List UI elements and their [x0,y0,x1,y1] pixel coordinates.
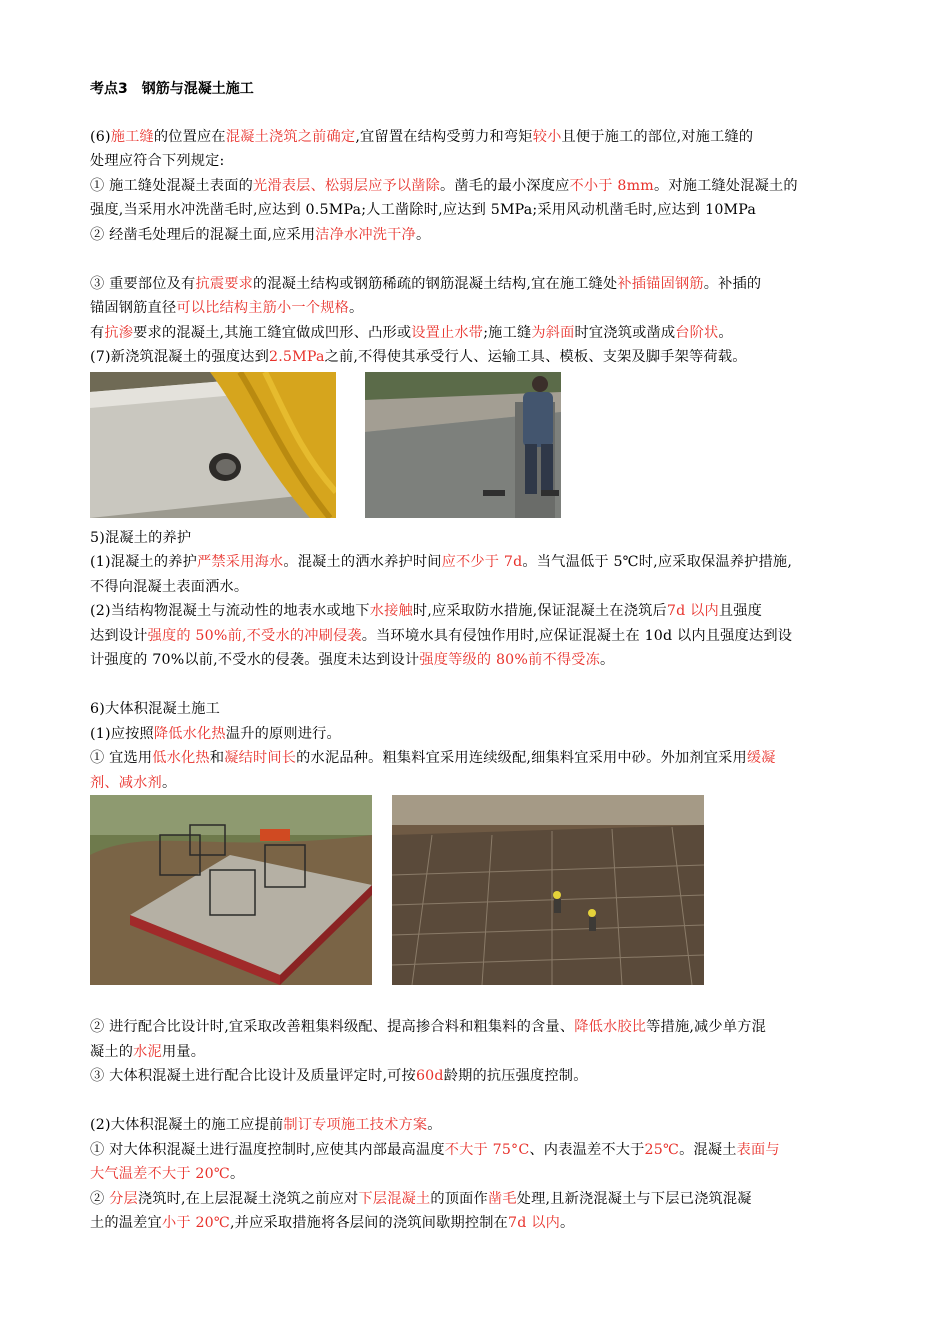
body-text: (2)当结构物混凝土与流动性的地表水或地下 [90,603,370,619]
body-text: 。混凝土的洒水养护时间 [283,554,442,570]
paragraph-line [90,174,890,199]
body-text: 温升的原则进行。 [225,725,341,742]
paragraph-line [90,149,890,174]
highlight-text: 为斜面 [531,324,575,341]
paragraph-line [90,1113,890,1138]
paragraph-line [90,722,890,747]
highlight-text: 抗震要求 [195,275,253,292]
body-text: 达到设计 [90,627,148,644]
body-text: ① 对大体积混凝土进行温度控制时,应使其内部最高温度 [90,1141,445,1158]
body-text: ③ 重要部位及有 [90,275,196,292]
body-text: 6)大体积混凝土施工 [90,701,221,717]
body-text: 凝土的 [90,1043,134,1060]
highlight-text: 施工缝 [110,128,154,145]
highlight-text: 设置止水带 [411,324,484,341]
highlight-text: 下层混凝土 [358,1190,431,1207]
highlight-text: 2.5MPa [268,349,325,365]
body-text: 处理应符合下列规定: [90,153,225,169]
body-text: (2)大体积混凝土的施工应提前 [90,1117,284,1133]
body-text: 浇筑时,在上层混凝土浇筑之前应对 [137,1190,359,1207]
body-text: 强度,当采用水冲洗凿毛时,应达到 0.5MPa;人工凿除时,应达到 5MPa;采用风动机凿毛时,应达到 10MPa [90,202,757,218]
body-text: ② 经凿毛处理后的混凝土面,应采用 [90,226,316,243]
body-text: ,宜留置在结构受剪力和弯矩 [355,128,533,145]
body-text: 时,应采取防水措施,保证混凝土在浇筑后 [412,603,667,619]
body-text: 。凿毛的最小深度应 [440,177,570,194]
paragraph-line [90,1040,890,1065]
highlight-text: 可以比结构主筋小一个规格 [176,300,349,316]
paragraph-line [90,272,890,297]
body-text: 和 [209,750,225,766]
paragraph-line [90,198,890,223]
paragraph-line [90,1015,890,1040]
body-text: 之前,不得使其承受行人、运输工具、模板、支架及脚手架等荷载。 [324,349,747,365]
body-text: 。 [161,774,177,791]
highlight-text: 凝结时间长 [224,750,297,766]
body-text: 。当气温低于 5℃时,应采取保温养护措施, [522,554,793,570]
highlight-text: 低水化热 [152,750,210,766]
highlight-text: 洁净水冲洗干净 [315,226,416,243]
body-text: 时宜浇筑或凿成 [574,324,676,341]
body-text: 有 [90,324,105,341]
body-text: 。当环境水具有侵蚀作用时,应保证混凝土在 10d 以内且强度达到设 [361,627,793,644]
paragraph-line [90,771,890,796]
construction-joint-photo [90,372,336,518]
body-text: 。 [600,652,615,668]
highlight-text: 抗渗 [104,324,134,341]
paragraph-line [90,223,890,248]
body-text: ② [90,1190,110,1207]
highlight-text: 不大于 75°C [444,1141,530,1158]
body-text: (1)应按照 [90,725,154,742]
highlight-text: 补插锚固钢筋 [617,275,704,292]
body-text: (7)新浇筑混凝土的强度达到 [90,349,269,365]
highlight-text: 较小 [532,128,562,145]
paragraph-line [90,648,890,673]
highlight-text: 水接触 [369,603,413,619]
body-text: (6) [90,128,111,145]
body-text: 。 [718,324,733,341]
highlight-text: 应不少于 7d [441,554,523,570]
paragraph-line [90,697,890,722]
highlight-text: 表面与 [736,1141,780,1158]
body-text: 。对施工缝处混凝土的 [653,177,798,194]
paragraph-line [90,1187,890,1212]
body-text: 用量。 [161,1043,206,1060]
body-text: 不得向混凝土表面洒水。 [90,578,249,595]
body-text: ① 宜选用 [90,750,153,766]
paragraph-line [90,575,890,600]
highlight-text: 凿毛 [487,1190,517,1207]
mass-concrete-foundation-photo [90,795,372,985]
body-text: 。 [229,1166,245,1182]
body-text: 。混凝土 [679,1141,737,1158]
body-text: 等措施,减少单方混 [646,1019,766,1035]
photo-row-2 [90,795,890,1015]
body-text: 5)混凝土的养护 [90,529,192,546]
body-text: 龄期的抗压强度控制。 [443,1068,588,1084]
highlight-text: 60d [415,1068,444,1084]
paragraph-line [90,624,890,649]
body-text: 。 [348,300,364,316]
paragraph-line [90,1064,890,1089]
rebar-mesh-pit-photo [392,795,704,985]
highlight-text: 大气温差不大于 20℃ [90,1166,230,1182]
paragraph-line [90,1211,890,1236]
highlight-text: 剂、减水剂 [90,774,162,791]
highlight-text: 水泥 [133,1043,162,1060]
section-curing-mass-concrete [90,526,890,796]
highlight-text: 制订专项施工技术方案 [283,1117,428,1133]
section-title: 考点3 钢筋与混凝土施工 [90,81,254,97]
blank-line [90,1089,890,1114]
paragraph-line [90,321,890,346]
blank-line [90,673,890,698]
paragraph-line [90,1162,890,1187]
section-construction-joint [90,125,890,370]
highlight-text: 台阶状 [675,324,719,341]
body-text: 。 [427,1117,442,1133]
highlight-text: 混凝土浇筑之前确定 [225,128,356,145]
body-text: 且便于施工的部位,对施工缝的 [561,128,754,145]
highlight-text: 7d 以内 [666,603,719,619]
body-text: 且强度 [718,603,763,619]
body-text: 的混凝土结构或钢筋稀疏的钢筋混凝土结构,宜在施工缝处 [253,275,618,292]
body-text: 处理,且新浇混凝土与下层已浇筑混凝 [516,1190,752,1207]
body-text: 要求的混凝土,其施工缝宜做成凹形、凸形或 [133,324,412,341]
section-mass-concrete-control [90,1015,890,1236]
highlight-text: 光滑表层、松弱层应予以凿除 [252,177,441,194]
highlight-text: 小于 20℃ [161,1215,230,1231]
paragraph-line [90,1138,890,1163]
paragraph-line [90,345,890,370]
body-text: ,并应采取措施将各层间的浇筑间歇期控制在 [229,1215,509,1231]
body-text: 锚固钢筋直径 [90,300,177,316]
paragraph-line [90,746,890,771]
body-text: 。补插的 [703,275,762,292]
highlight-text: 7d 以内 [508,1215,561,1231]
fresh-concrete-pavement-photo [365,372,561,518]
body-text: 土的温差宜 [90,1215,162,1231]
highlight-text: 强度等级的 80%前不得受冻 [419,652,601,668]
body-text: ① 施工缝处混凝土表面的 [90,177,253,194]
body-text: 。 [560,1215,575,1231]
body-text: 的水泥品种。粗集料宜采用连续级配,细集料宜采用中砂。外加剂宜采用 [296,750,747,766]
paragraph-line [90,526,890,551]
body-text: ② 进行配合比设计时,宜采取改善粗集料级配、提高掺合料和粗集料的含量、 [90,1019,575,1035]
body-text: 的顶面作 [430,1190,488,1207]
paragraph-line [90,125,890,150]
highlight-text: 25℃ [644,1141,680,1158]
body-text: 、内表温差不大于 [529,1141,645,1158]
body-text: 。 [415,226,431,243]
highlight-text: 严禁采用海水 [197,554,284,570]
body-text: ;施工缝 [483,324,532,341]
highlight-text: 分层 [109,1190,138,1207]
body-text: (1)混凝土的养护 [90,554,198,570]
photo-row-1 [90,370,890,526]
highlight-text: 缓凝 [746,750,776,766]
paragraph-line [90,550,890,575]
highlight-text: 不小于 8mm [569,177,654,194]
body-text: 的位置应在 [153,128,226,145]
highlight-text: 降低水胶比 [574,1019,647,1035]
blank-line [90,247,890,272]
highlight-text: 降低水化热 [153,725,226,742]
body-text: ③ 大体积混凝土进行配合比设计及质量评定时,可按 [90,1068,416,1084]
paragraph-line [90,296,890,321]
highlight-text: 强度的 50%前,不受水的冲刷侵袭 [147,627,362,644]
paragraph-line [90,599,890,624]
body-text: 计强度的 70%以前,不受水的侵袭。强度未达到设计 [90,652,420,668]
document-page [90,78,890,1236]
